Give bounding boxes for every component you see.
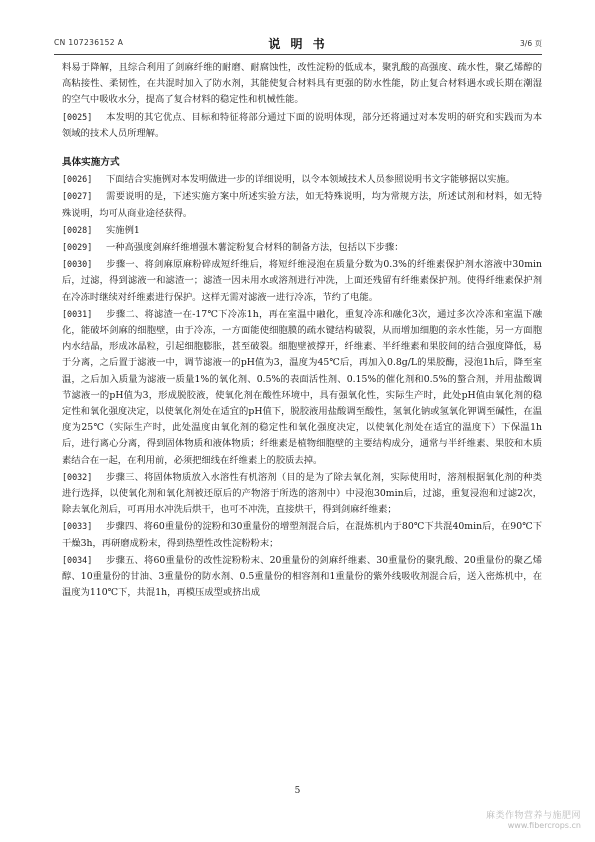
paragraph-0027 [62, 188, 542, 221]
header-divider [54, 54, 542, 55]
paragraph-0031 [62, 306, 542, 469]
section-heading: 具体实施方式 [62, 157, 120, 169]
paragraph-0030 [62, 256, 542, 306]
paragraph-number: [0028] [62, 224, 93, 235]
page-reference: 3/6 页 [520, 39, 542, 48]
paragraph-text: 步骤二、将滤渣一在-17℃下冷冻1h，再在室温中融化，重复冷冻和融化3次，通过多次冷冻和室温下融化，能破坏剑麻的细胞壁，由于冷冻，一方面能使细胞膜的疏水键结构破裂，从而增加细胞的亲水性能，另一方面胞内水结晶，形成冰晶粒，引起细胞膨胀，甚至破裂。细胞壁被撑开，纤维素、半纤维素和果胶间的结合强度降低，易于分离，之后置于滤液一中，调节滤液一的pH值为3，温度为45℃后，再加入0.8g/L的果胶酶，浸泡1h后，降至室温，之后加入质量为滤液一质量1%的氧化剂、0.5%的表面活性剂、0.15%的催化剂和0.5%的螯合剂，并用盐酸调节滤液一的pH值为3，形成脱胶液，使氧化剂在酸性环境中，具有强氧化性，实际生产时，此处pH值由氧化剂的稳定性和氧化强度决定，以使氧化剂处在适宜的pH值下，脱胶液用盐酸调至酸性，氢氧化钠或氢氧化钾调至碱性，在温度为25℃（实际生产时，此处温度由氧化剂的稳定性和氧化强度决定，以使氧化剂处在适宜的温度下）下保温1h后，进行离心分离，得到固体物质和液体物质；纤维素是植物细胞壁的主要结构成分，通常与半纤维素、果胶和木质素结合在一起，在利用前，必须把细线在纤维素上的胶质去掉。 [62, 308, 542, 466]
document-body [62, 60, 542, 602]
paragraph-number: [0025] [62, 111, 93, 122]
paragraph-text: 本发明的其它优点、目标和特征将部分通过下面的说明体现，部分还将通过对本发明的研究和实践而为本领域的技术人员所理解。 [62, 111, 542, 139]
paragraph-text: 步骤一、将剑麻原麻粉碎成短纤维后，将短纤维浸泡在质量分数为0.3%的纤维素保护剂水溶液中30min后，过滤，得到滤液一和滤渣一；滤渣一因未用水或溶剂进行冲洗，上面还残留有纤维素保护剂。使得纤维素保护剂在冷冻时继续对纤维素进行保护。这样无需对滤液一进行冷冻，节约了电能。 [62, 259, 542, 303]
paragraph-0028 [62, 222, 542, 239]
paragraph-text: 需要说明的是，下述实施方案中所述实验方法，如无特殊说明，均为常规方法，所述试剂和材料，如无特殊说明，均可从商业途径获得。 [62, 191, 542, 219]
paragraph-0034 [62, 552, 542, 602]
paragraph-0033 [62, 518, 542, 551]
document-title: 说 明 书 [268, 37, 328, 51]
paragraph-text: 步骤三、将固体物质放入水溶性有机溶剂（目的是为了除去氧化剂，实际使用时，溶剂根据氧化剂的种类进行选择，以使氧化剂和氧化剂被还原后的产物溶于所选的溶剂中）中浸泡30min后，过滤，重复浸泡和过滤2次，除去氧化剂后，可再用水冲洗后烘干，也可不冲洗，直接烘干，得到剑麻纤维素； [62, 471, 542, 516]
paragraph-0025 [62, 109, 542, 142]
paragraph-number: [0026] [62, 174, 93, 185]
paragraph-text: 一种高强度剑麻纤维增强木薯淀粉复合材料的制备方法，包括以下步骤： [106, 242, 404, 254]
paragraph-number: [0027] [62, 191, 93, 202]
paragraph-number: [0029] [62, 242, 93, 253]
paragraph-0032 [62, 469, 542, 519]
page-header [54, 36, 542, 50]
paragraph-number: [0030] [62, 259, 93, 270]
watermark-title: 麻类作物营养与施肥网 [485, 811, 581, 821]
watermark [486, 808, 581, 830]
patent-number: CN 107236152 A [54, 38, 124, 47]
watermark-url: www.fibercrops.cn [507, 821, 581, 830]
paragraph-0026 [62, 171, 542, 188]
paragraph-number: [0032] [62, 471, 93, 482]
paragraph-number: [0034] [62, 554, 93, 565]
page-number: 5 [294, 786, 301, 796]
paragraph-text: 步骤四、将60重量份的淀粉和30重量份的增塑剂混合后，在混炼机内于80℃下共混40min后，在90℃下干燥3h，再研磨成粉末，得到热塑性改性淀粉粉末； [62, 521, 542, 549]
paragraph-number: [0031] [62, 308, 93, 319]
paragraph-continued [62, 60, 542, 109]
paragraph-text: 下面结合实施例对本发明做进一步的详细说明，以令本领域技术人员参照说明书文字能够据以实施。 [106, 174, 516, 186]
paragraph-text: 实施例1 [106, 224, 140, 236]
paragraph-0029 [62, 239, 542, 256]
paragraph-text: 步骤五、将60重量份的改性淀粉粉末、20重量份的剑麻纤维素、30重量份的聚乳酸、20重量份的聚乙烯醇、10重量份的甘油、3重量份的防水剂、0.5重量份的相容剂和1重量份的紫外线吸收剂混合后，送入密炼机中，在温度为110℃下，共混1h，再模压成型或挤出成 [62, 554, 542, 599]
paragraph-text: 料易于降解，且综合利用了剑麻纤维的耐磨、耐腐蚀性，改性淀粉的低成本，聚乳酸的高强度、疏水性，聚乙烯醇的高粘接性、柔韧性，在共混时加入了防水剂，其能使复合材料具有更强的防水性能，防止复合材料遇水或长期在潮湿的空气中吸收水分，提高了复合材料的稳定性和机械性能。 [62, 62, 542, 106]
paragraph-number: [0033] [62, 521, 93, 532]
